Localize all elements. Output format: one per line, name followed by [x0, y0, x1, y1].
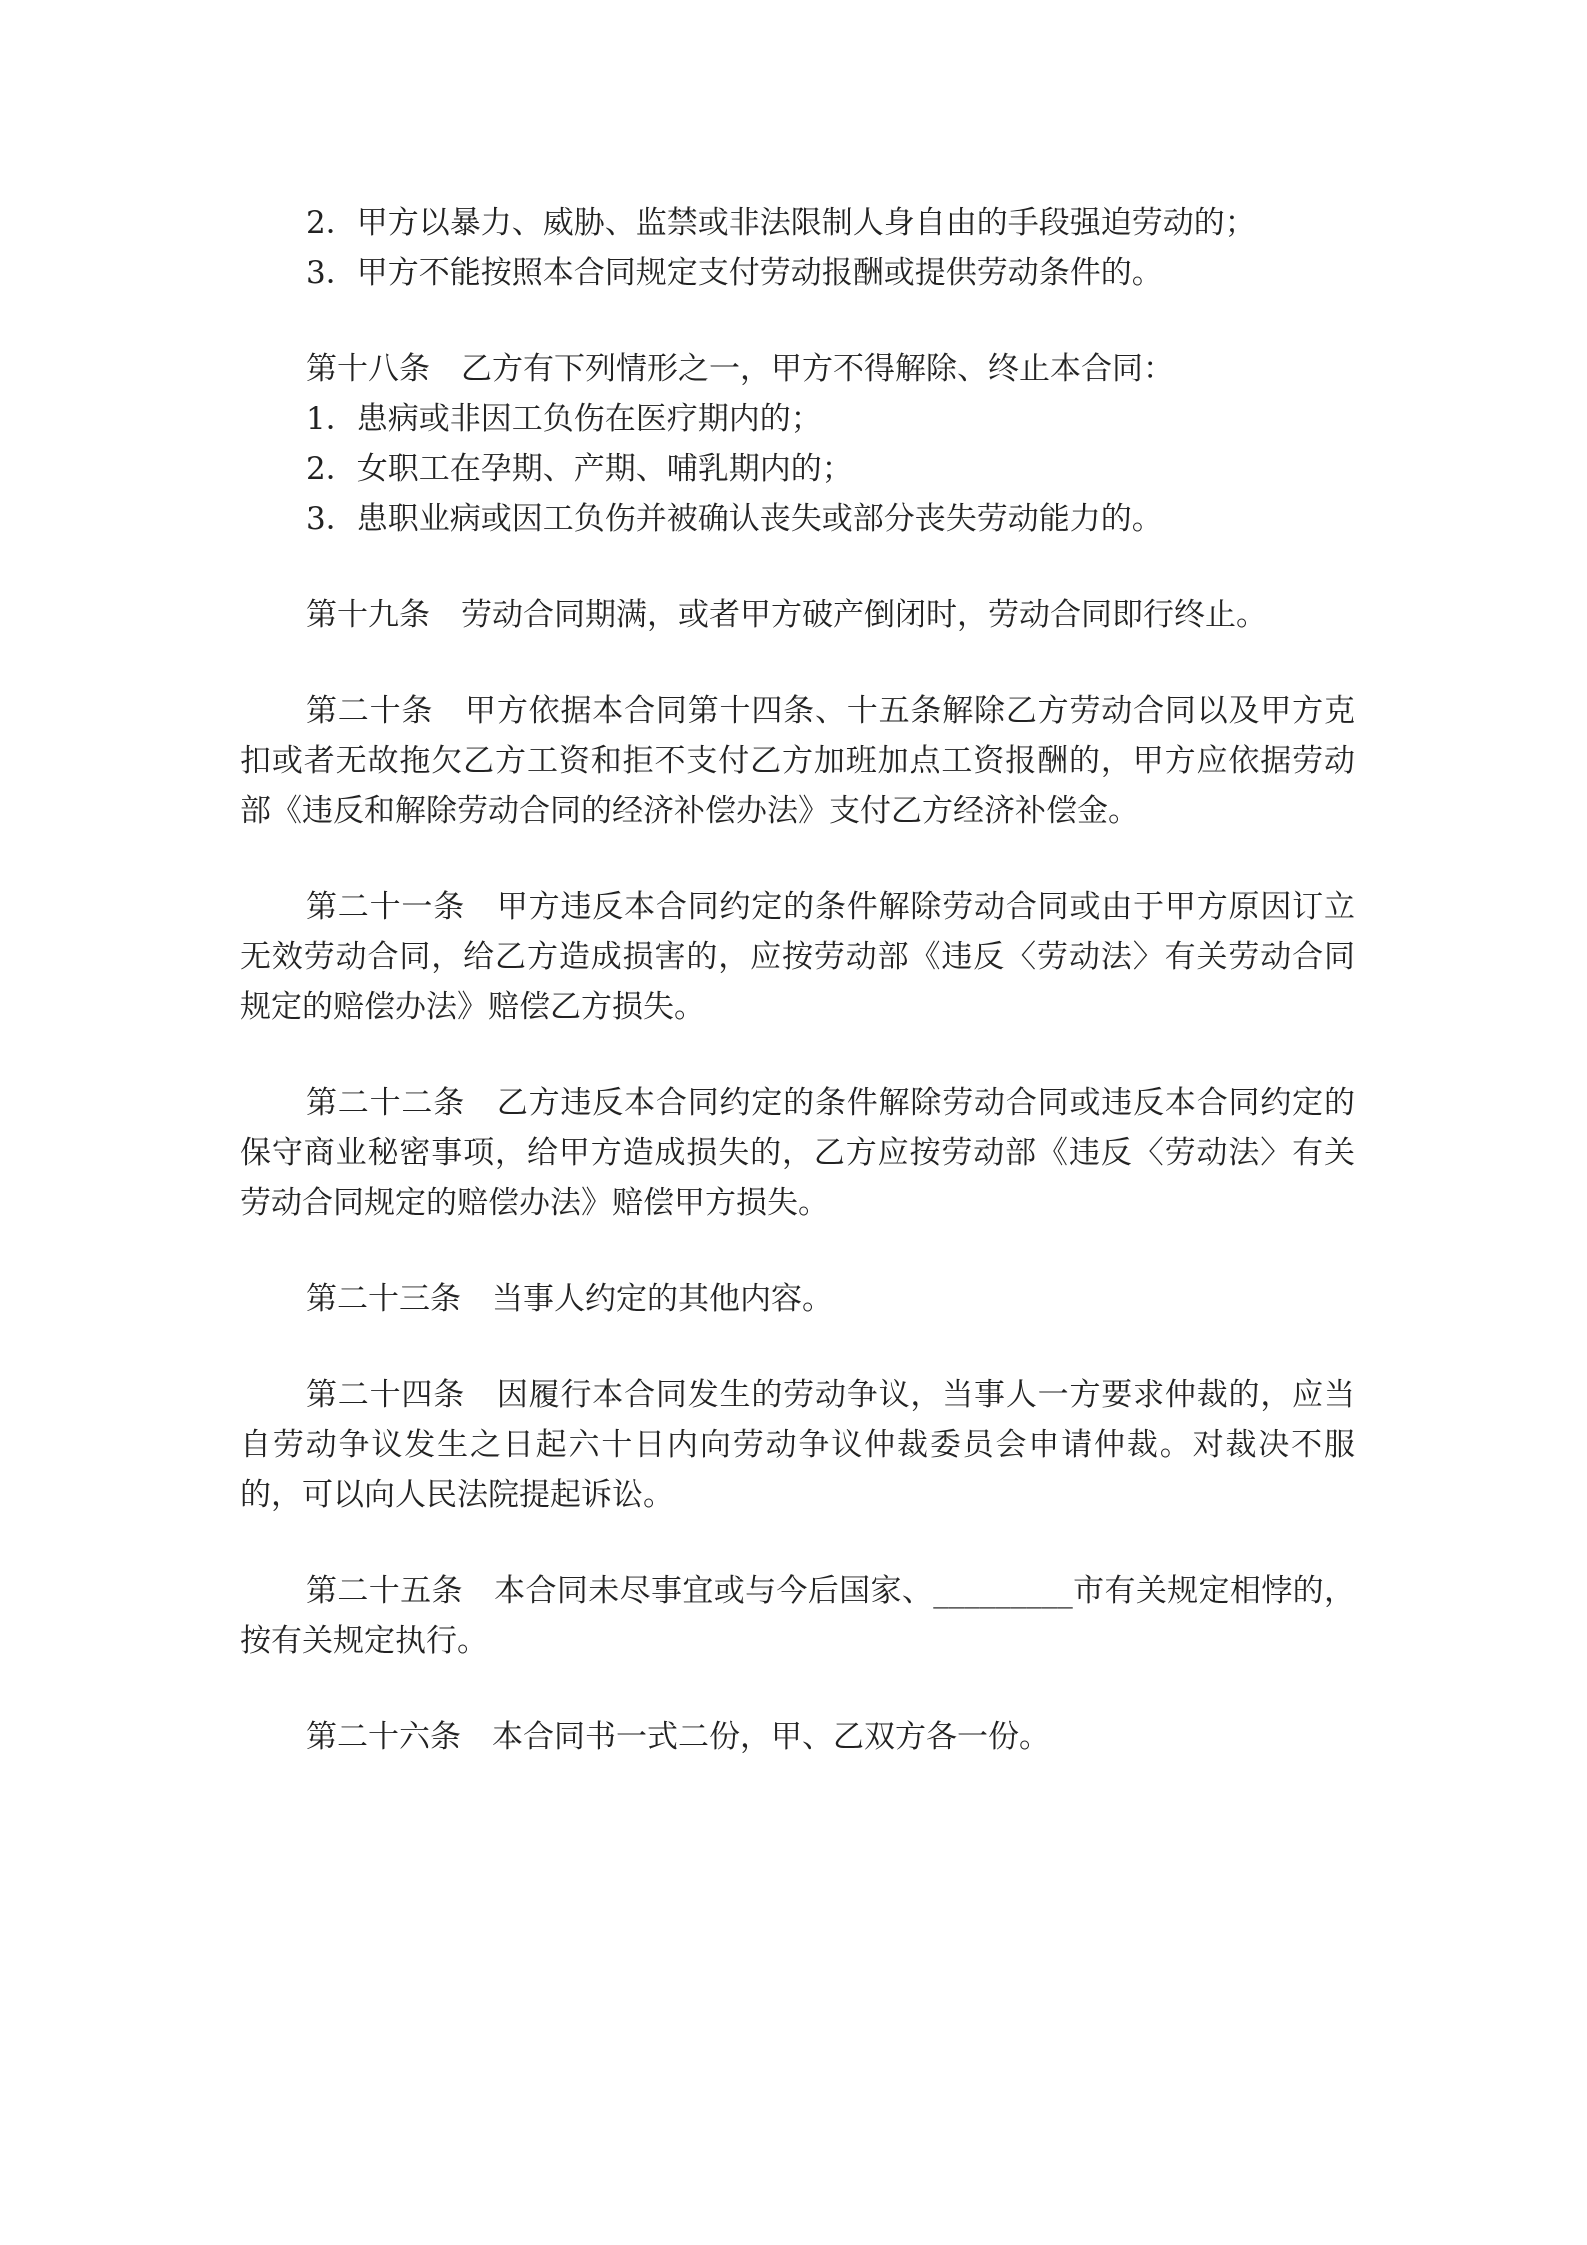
paragraph-gap — [240, 544, 1355, 590]
article-21: 第二十一条 甲方违反本合同约定的条件解除劳动合同或由于甲方原因订立无效劳动合同，给乙方造成损害的，应按劳动部《违反〈劳动法〉有关劳动合同规定的赔偿办法》赔偿乙方损失。 — [240, 889, 1355, 1025]
article-24: 第二十四条 因履行本合同发生的劳动争议，当事人一方要求仲裁的，应当自劳动争议发生之日起六十日内向劳动争议仲裁委员会申请仲裁。对裁决不服的，可以向人民法院提起诉讼。 — [240, 1377, 1355, 1513]
list-item: 1．患病或非因工负伤在医疗期内的； — [306, 401, 822, 437]
paragraph-gap — [240, 836, 1355, 882]
paragraph-gap — [240, 640, 1355, 686]
article-22: 第二十二条 乙方违反本合同约定的条件解除劳动合同或违反本合同约定的保守商业秘密事项，给甲方造成损失的，乙方应按劳动部《违反〈劳动法〉有关劳动合同规定的赔偿办法》赔偿甲方损失。 — [240, 1085, 1355, 1221]
paragraph-gap — [240, 1324, 1355, 1370]
paragraph-gap — [240, 298, 1355, 344]
article-18: 第十八条 乙方有下列情形之一，甲方不得解除、终止本合同： — [306, 351, 1174, 387]
article-20: 第二十条 甲方依据本合同第十四条、十五条解除乙方劳动合同以及甲方克扣或者无故拖欠乙方工资和拒不支付乙方加班加点工资报酬的，甲方应依据劳动部《违反和解除劳动合同的经济补偿办法》支付乙方经济补偿金。 — [240, 693, 1355, 829]
article-23: 第二十三条 当事人约定的其他内容。 — [306, 1281, 833, 1317]
list-item: 2．甲方以暴力、威胁、监禁或非法限制人身自由的手段强迫劳动的； — [306, 205, 1256, 241]
article-19: 第十九条 劳动合同期满，或者甲方破产倒闭时，劳动合同即行终止。 — [306, 597, 1267, 633]
article-25: 第二十五条 本合同未尽事宜或与今后国家、_________市有关规定相悖的，按有关规定执行。 — [240, 1573, 1355, 1659]
article-26: 第二十六条 本合同书一式二份，甲、乙双方各一份。 — [306, 1719, 1050, 1755]
list-item: 2．女职工在孕期、产期、哺乳期内的； — [306, 451, 853, 487]
paragraph-gap — [240, 1228, 1355, 1274]
document-body — [240, 198, 1355, 1762]
paragraph-gap — [240, 1032, 1355, 1078]
paragraph-gap — [240, 1666, 1355, 1712]
list-item: 3．患职业病或因工负伤并被确认丧失或部分丧失劳动能力的。 — [306, 501, 1163, 537]
paragraph-gap — [240, 1520, 1355, 1566]
list-item: 3．甲方不能按照本合同规定支付劳动报酬或提供劳动条件的。 — [306, 255, 1163, 291]
